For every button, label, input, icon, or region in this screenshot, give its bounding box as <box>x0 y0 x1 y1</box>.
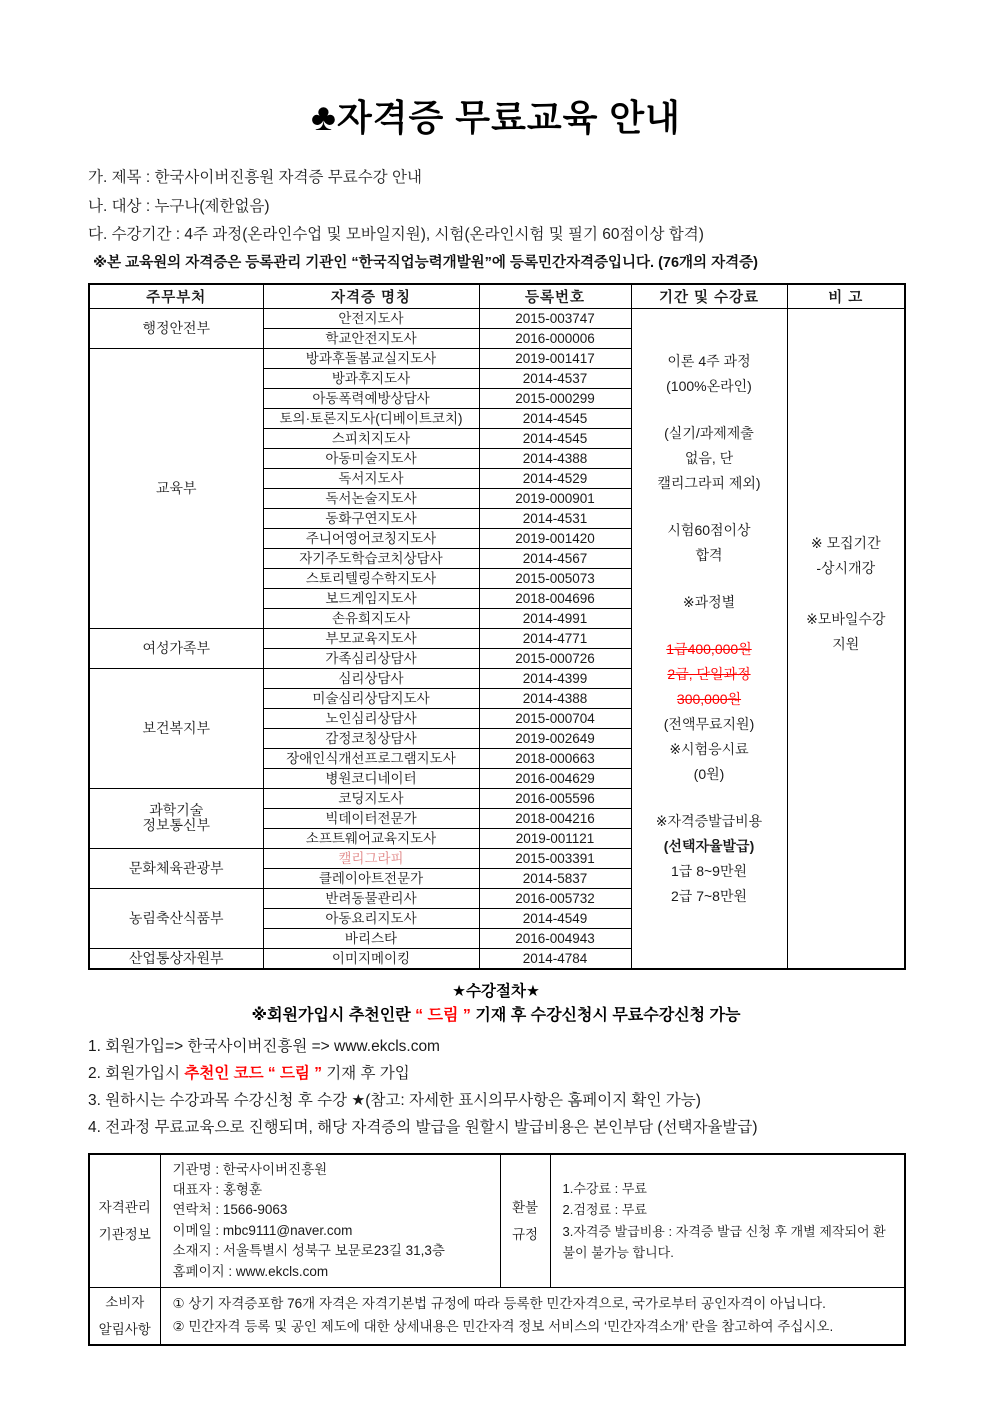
cert-regno-cell: 2014-4545 <box>479 408 631 428</box>
intro-line-period: 다. 수강기간 : 4주 과정(온라인수업 및 모바일지원), 시험(온라인시험 및 필기 60점이상 합격) <box>88 226 704 243</box>
cert-regno-cell: 2016-004629 <box>479 768 631 788</box>
cert-name-cell: 주니어영어코칭지도사 <box>263 528 479 548</box>
cert-name-cell: 토의·토론지도사(디베이트코치) <box>263 408 479 428</box>
cert-name-cell: 스토리텔링수학지도사 <box>263 568 479 588</box>
subheading-pre: ※회원가입시 추천인란 <box>251 1006 416 1024</box>
label-line: 알림사항 <box>98 1321 151 1337</box>
cert-regno-cell: 2018-004696 <box>479 588 631 608</box>
label-line: 자격관리 <box>98 1199 151 1215</box>
cert-name-cell: 노인심리상담사 <box>263 708 479 728</box>
remarks-recruit-block <box>788 531 905 581</box>
remarks-mobile-block <box>788 607 905 657</box>
cert-name-cell: 반려동물관리사 <box>263 888 479 908</box>
remarks-line: ※모바일수강 <box>806 610 886 627</box>
cert-name-cell: 자기주도학습코치상담사 <box>263 548 479 568</box>
cert-regno-cell: 2015-003747 <box>479 308 631 328</box>
cert-regno-cell: 2015-005073 <box>479 568 631 588</box>
page-title <box>88 96 904 140</box>
fee-info-cell <box>631 308 787 969</box>
ministry-cell <box>89 788 263 848</box>
refund-label <box>500 1154 550 1288</box>
fee-strikethrough-line: 300,000원 <box>676 690 742 707</box>
remarks-line: 지원 <box>832 635 860 652</box>
cert-name-cell: 병원코디네이터 <box>263 768 479 788</box>
step-4: 4. 전과정 무료교육으로 진행되며, 해당 자격증의 발급을 원할시 발급비용은 본인부담 (선택자율발급) <box>88 1118 758 1136</box>
org-details-cell <box>160 1154 500 1288</box>
procedure-heading: ★수강절차★ <box>452 982 540 1000</box>
cert-name-cell: 코딩지도사 <box>263 788 479 808</box>
cert-name-cell: 아동폭력예방상담사 <box>263 388 479 408</box>
table-row <box>89 308 905 328</box>
refund-details-cell <box>550 1154 905 1288</box>
cert-name-cell: 손유희지도사 <box>263 608 479 628</box>
ministry-line: 과학기술 <box>149 802 204 818</box>
col-header-regno: 등록번호 <box>479 284 631 309</box>
notice-line: ② 민간자격 등록 및 공인 제도에 대한 상세내용은 민간자격 정보 서비스의 ‘민간자격소개’ 란을 참고하여 주십시오. <box>172 1318 834 1334</box>
cert-regno-cell: 2018-004216 <box>479 808 631 828</box>
fee-line: 1급 8~9만원 <box>671 862 747 879</box>
cert-regno-cell: 2019-001121 <box>479 828 631 848</box>
cert-regno-cell: 2014-4567 <box>479 548 631 568</box>
org-representative: 대표자 : 홍형훈 <box>172 1181 262 1197</box>
fee-crossedout-block <box>632 637 787 712</box>
cert-regno-cell: 2019-002649 <box>479 728 631 748</box>
fee-line: 합격 <box>695 546 723 563</box>
cert-name-cell: 아동미술지도사 <box>263 448 479 468</box>
cert-name-cell: 클레이아트전문가 <box>263 868 479 888</box>
cert-regno-cell: 2015-000726 <box>479 648 631 668</box>
fee-line: (선택자율발급) <box>663 837 755 854</box>
cert-name-cell: 안전지도사 <box>263 308 479 328</box>
intro-line-target: 나. 대상 : 누구나(제한없음) <box>88 197 270 215</box>
cert-regno-cell: 2014-4529 <box>479 468 631 488</box>
cert-name-cell: 스피치지도사 <box>263 428 479 448</box>
cert-regno-cell: 2014-4771 <box>479 628 631 648</box>
cert-name-cell: 부모교육지도사 <box>263 628 479 648</box>
intro-line-title: 가. 제목 : 한국사이버진흥원 자격증 무료수강 안내 <box>88 169 422 186</box>
page-title-text: 자격증 무료교육 안내 <box>336 97 681 138</box>
cert-name-cell: 독서논술지도사 <box>263 488 479 508</box>
consumer-notice-label <box>89 1287 160 1345</box>
cert-name-cell: 동화구연지도사 <box>263 508 479 528</box>
ministry-cell: 문화체육관광부 <box>89 848 263 888</box>
cert-name-cell: 빅데이터전문가 <box>263 808 479 828</box>
remarks-cell <box>787 308 905 969</box>
cert-name-cell: 가족심리상담사 <box>263 648 479 668</box>
fee-line: 없음, 단 <box>684 449 734 466</box>
certificate-table <box>88 283 906 970</box>
cert-regno-cell: 2016-005732 <box>479 888 631 908</box>
cert-regno-cell: 2014-4545 <box>479 428 631 448</box>
cert-regno-cell: 2014-4991 <box>479 608 631 628</box>
cert-regno-cell: 2019-001417 <box>479 348 631 368</box>
cert-name-cell: 바리스타 <box>263 928 479 948</box>
fee-free-block <box>632 712 787 787</box>
header-row <box>89 284 905 309</box>
cert-regno-cell: 2014-4399 <box>479 668 631 688</box>
cert-regno-cell: 2015-000704 <box>479 708 631 728</box>
org-email: 이메일 : mbc9111@naver.com <box>172 1222 353 1238</box>
fee-practice-block <box>632 421 787 496</box>
step-1: 1. 회원가입=> 한국사이버진흥원 => www.ekcls.com <box>88 1037 440 1055</box>
cert-regno-cell: 2014-4531 <box>479 508 631 528</box>
fee-line: 이론 4주 과정 <box>667 352 751 369</box>
org-phone: 연락처 : 1566-9063 <box>172 1202 288 1218</box>
label-line: 기관정보 <box>98 1226 151 1242</box>
fee-line: ※과정별 <box>682 593 736 610</box>
ministry-cell: 행정안전부 <box>89 308 263 348</box>
cert-name-cell: 캘리그라피 <box>263 848 479 868</box>
ministry-cell: 농림축산식품부 <box>89 888 263 948</box>
step-2-post: 기재 후 가입 <box>326 1064 410 1082</box>
col-header-fee: 기간 및 수강료 <box>631 284 787 309</box>
label-line: 규정 <box>511 1226 539 1242</box>
step-3: 3. 원하시는 수강과목 수강신청 후 수강 ★(참고: 자세한 표시의무사항은 홈페이지 확인 가능) <box>88 1091 701 1109</box>
cert-name-cell: 아동요리지도사 <box>263 908 479 928</box>
fee-course-block <box>632 349 787 399</box>
organization-info-table <box>88 1153 906 1346</box>
procedure-subheading <box>88 1003 904 1029</box>
col-header-cert-name: 자격증 명칭 <box>263 284 479 309</box>
procedure-section <box>88 981 904 1141</box>
cert-name-cell: 감정코칭상담사 <box>263 728 479 748</box>
subheading-post: 기재 후 수강신청시 무료수강신청 가능 <box>475 1006 741 1024</box>
referral-code-highlight: “ 드림 ” <box>415 1006 476 1024</box>
fee-strikethrough-line: 2급, 단일과정 <box>667 665 751 682</box>
org-info-row <box>89 1154 905 1288</box>
refund-line: 1.수강료 : 무료 <box>562 1180 647 1196</box>
remarks-line: ※ 모집기간 <box>810 534 881 551</box>
org-info-label <box>89 1154 160 1288</box>
fee-line: ※시험응시료 <box>669 740 749 757</box>
col-header-remarks: 비 고 <box>787 284 905 309</box>
cert-regno-cell: 2014-4549 <box>479 908 631 928</box>
cert-name-cell: 보드게임지도사 <box>263 588 479 608</box>
cert-name-cell: 미술심리상담지도사 <box>263 688 479 708</box>
registration-note: ※본 교육원의 자격증은 등록관리 기관인 “한국직업능력개발원”에 등록민간자격증입니다. (76개의 자격증) <box>93 254 758 271</box>
cert-name-cell: 소프트웨어교육지도사 <box>263 828 479 848</box>
cert-regno-cell: 2016-005596 <box>479 788 631 808</box>
cert-regno-cell: 2014-4388 <box>479 448 631 468</box>
refund-line: 2.검정료 : 무료 <box>562 1202 647 1218</box>
fee-percourse-block <box>632 590 787 615</box>
fee-line: 캘리그라피 제외) <box>657 474 761 491</box>
cert-regno-cell: 2015-003391 <box>479 848 631 868</box>
remarks-line: -상시개강 <box>816 559 876 576</box>
fee-issue-block <box>632 809 787 909</box>
fee-line: 시험60점이상 <box>667 521 751 538</box>
fee-line: (0원) <box>693 765 725 782</box>
fee-line: (전액무료지원) <box>663 715 755 732</box>
step-2 <box>88 1060 904 1087</box>
cert-regno-cell: 2014-4388 <box>479 688 631 708</box>
fee-line: (100%온라인) <box>666 377 752 394</box>
cert-name-cell: 학교안전지도사 <box>263 328 479 348</box>
step-2-pre: 2. 회원가입시 <box>88 1064 185 1082</box>
cert-regno-cell: 2014-5837 <box>479 868 631 888</box>
cert-name-cell: 이미지메이킹 <box>263 948 479 969</box>
cert-name-cell: 방과후돌봄교실지도사 <box>263 348 479 368</box>
fee-line: (실기/과제제출 <box>664 424 754 441</box>
notice-line: ① 상기 자격증포함 76개 자격은 자격기본법 규정에 따라 등록한 민간자격으로, 국가로부터 공인자격이 아닙니다. <box>172 1296 826 1312</box>
ministry-cell: 산업통상자원부 <box>89 948 263 969</box>
cert-regno-cell: 2016-000006 <box>479 328 631 348</box>
cert-regno-cell: 2015-000299 <box>479 388 631 408</box>
cert-regno-cell: 2019-000901 <box>479 488 631 508</box>
label-line: 환불 <box>511 1199 539 1215</box>
ministry-line: 정보통신부 <box>142 817 211 833</box>
cert-regno-cell: 2014-4784 <box>479 948 631 969</box>
cert-name-cell: 심리상담사 <box>263 668 479 688</box>
club-suit-icon: ♣ <box>311 97 337 139</box>
org-address: 소재지 : 서울특별시 성북구 보문로23길 31,3층 <box>172 1243 445 1259</box>
cert-regno-cell: 2019-001420 <box>479 528 631 548</box>
fee-exam-block <box>632 518 787 568</box>
intro-section <box>88 164 904 276</box>
referral-code-highlight: 추천인 코드 “ 드림 ” <box>184 1064 327 1082</box>
fee-line: 2급 7~8만원 <box>671 887 747 904</box>
cert-name-cell: 방과후지도사 <box>263 368 479 388</box>
cert-regno-cell: 2016-004943 <box>479 928 631 948</box>
cert-regno-cell: 2014-4537 <box>479 368 631 388</box>
label-line: 소비자 <box>105 1294 145 1310</box>
ministry-cell: 보건복지부 <box>89 668 263 788</box>
procedure-steps <box>88 1033 904 1141</box>
consumer-notice-row <box>89 1287 905 1345</box>
col-header-ministry: 주무부처 <box>89 284 263 309</box>
org-website: 홈페이지 : www.ekcls.com <box>172 1263 329 1279</box>
ministry-cell: 여성가족부 <box>89 628 263 668</box>
cert-name-cell: 독서지도사 <box>263 468 479 488</box>
fee-line: ※자격증발급비용 <box>655 812 763 829</box>
cert-regno-cell: 2018-000663 <box>479 748 631 768</box>
consumer-notice-cell <box>160 1287 905 1345</box>
ministry-cell: 교육부 <box>89 348 263 628</box>
org-name: 기관명 : 한국사이버진흥원 <box>172 1161 328 1177</box>
fee-strikethrough-line: 1급400,000원 <box>666 640 752 657</box>
cert-name-cell: 장애인식개선프로그램지도사 <box>263 748 479 768</box>
refund-line: 3.자격증 발급비용 : 자격증 발급 신청 후 개별 제작되어 환불이 불가능 합니다. <box>562 1223 886 1261</box>
